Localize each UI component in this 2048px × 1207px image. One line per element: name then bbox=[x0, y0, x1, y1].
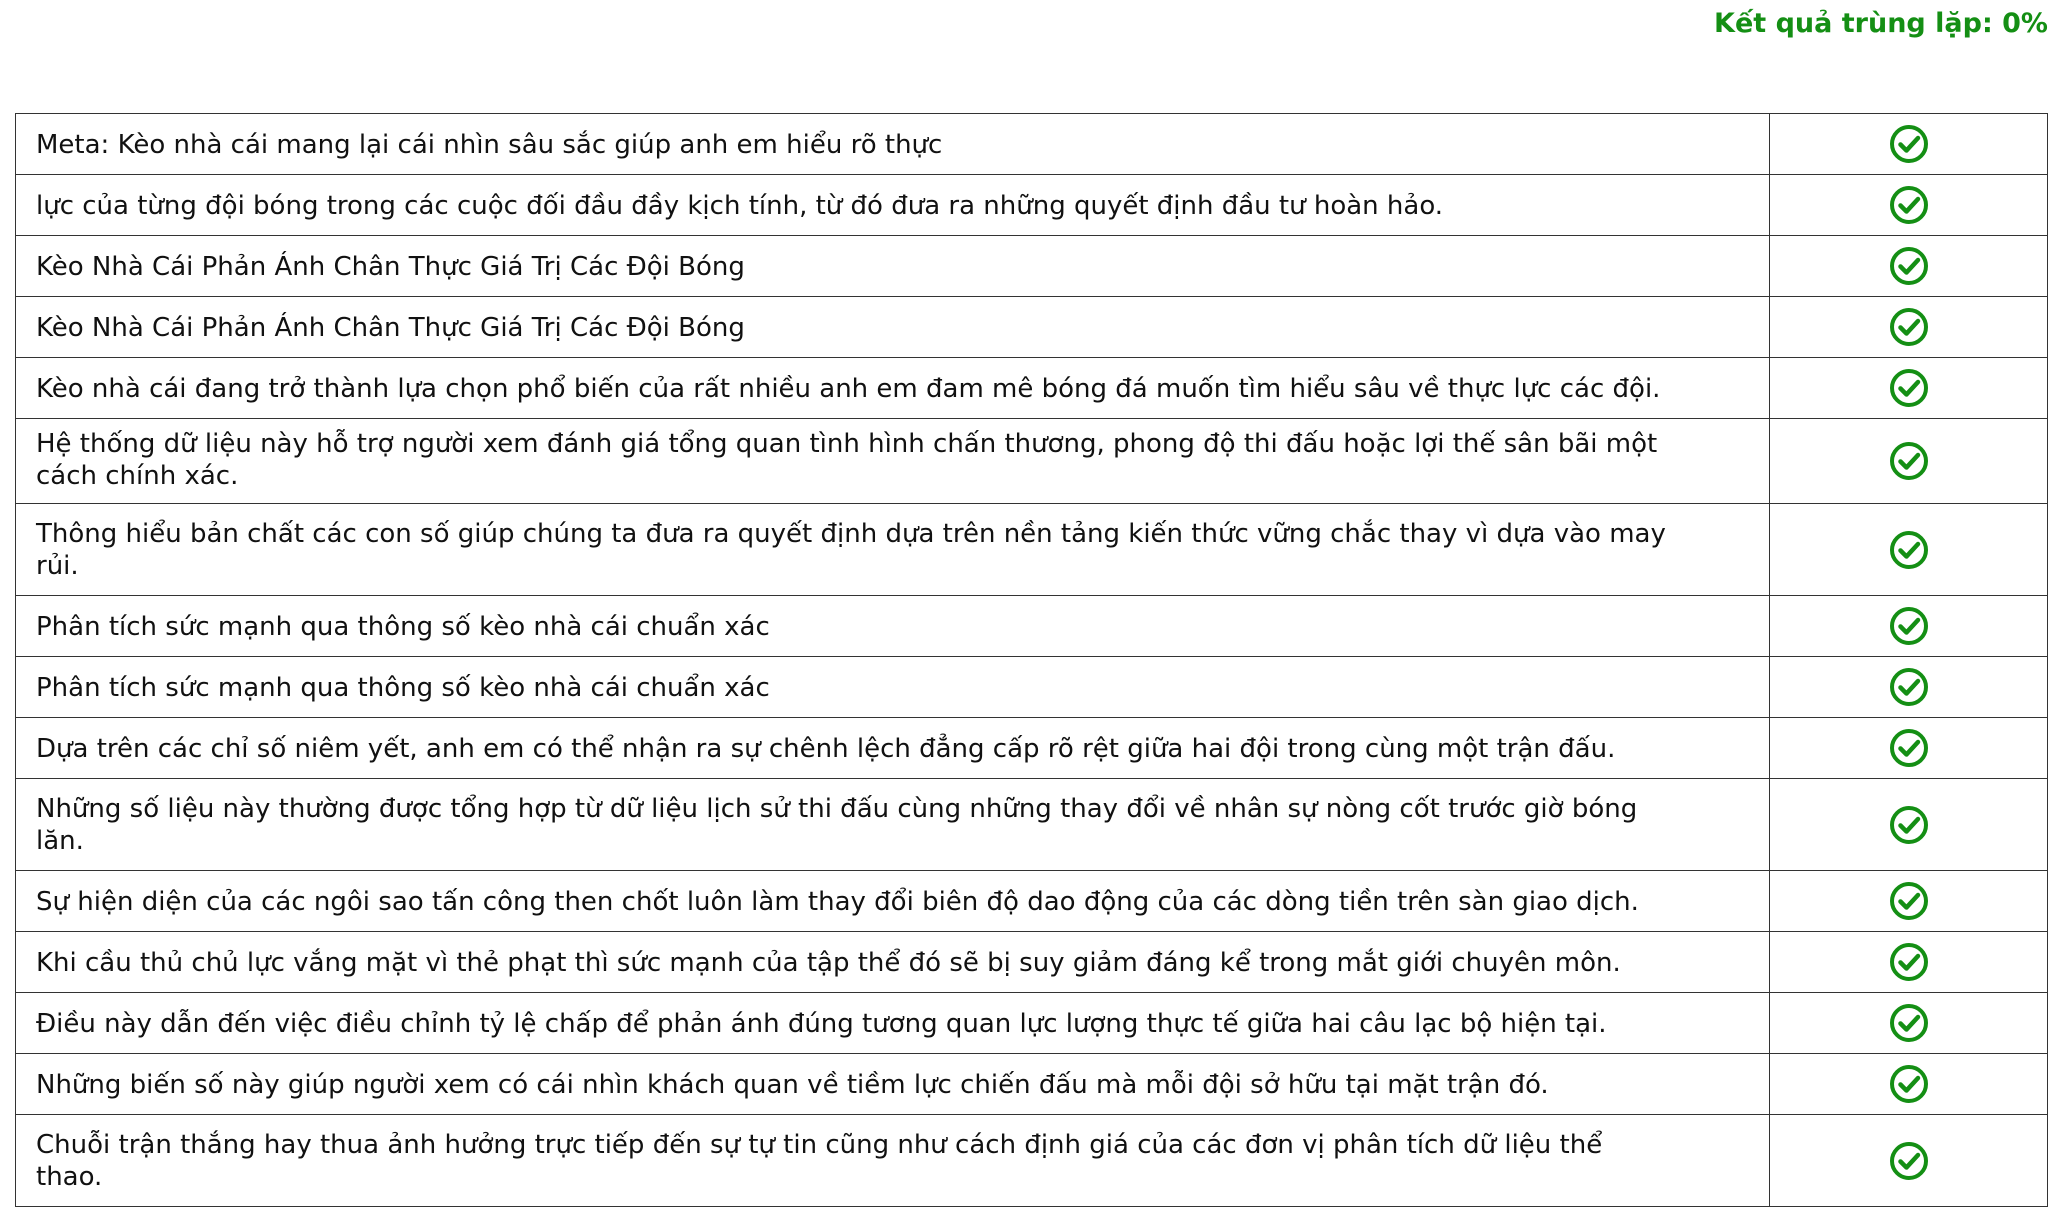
status-cell bbox=[1770, 114, 2048, 175]
table-row bbox=[16, 932, 2048, 993]
check-circle-icon bbox=[1889, 124, 1929, 164]
check-circle-icon bbox=[1889, 728, 1929, 768]
sentence-cell: lực của từng đội bóng trong các cuộc đối đầu đầy kịch tính, từ đó đưa ra những quyết định đầu tư hoàn hảo. bbox=[16, 175, 1770, 236]
sentence-cell: Sự hiện diện của các ngôi sao tấn công then chốt luôn làm thay đổi biên độ dao động của các dòng tiền trên sàn giao dịch. bbox=[16, 871, 1770, 932]
status-cell bbox=[1770, 1054, 2048, 1115]
table-row bbox=[16, 504, 2048, 596]
table-row bbox=[16, 236, 2048, 297]
sentence-cell: Phân tích sức mạnh qua thông số kèo nhà cái chuẩn xác bbox=[16, 596, 1770, 657]
status-cell bbox=[1770, 175, 2048, 236]
table-row bbox=[16, 175, 2048, 236]
status-cell bbox=[1770, 932, 2048, 993]
check-circle-icon bbox=[1889, 1141, 1929, 1181]
table-row bbox=[16, 596, 2048, 657]
status-cell bbox=[1770, 871, 2048, 932]
table-row bbox=[16, 114, 2048, 175]
check-circle-icon bbox=[1889, 530, 1929, 570]
check-circle-icon bbox=[1889, 942, 1929, 982]
result-table bbox=[15, 113, 2048, 1207]
sentence-cell: Meta: Kèo nhà cái mang lại cái nhìn sâu sắc giúp anh em hiểu rõ thực bbox=[16, 114, 1770, 175]
table-row bbox=[16, 993, 2048, 1054]
status-cell bbox=[1770, 1115, 2048, 1207]
status-cell bbox=[1770, 993, 2048, 1054]
table-row bbox=[16, 358, 2048, 419]
table-row bbox=[16, 419, 2048, 504]
sentence-cell: Dựa trên các chỉ số niêm yết, anh em có thể nhận ra sự chênh lệch đẳng cấp rõ rệt giữa hai đội trong cùng một trận đấu. bbox=[16, 718, 1770, 779]
result-table-body bbox=[16, 114, 2048, 1207]
sentence-cell: Kèo Nhà Cái Phản Ánh Chân Thực Giá Trị Các Đội Bóng bbox=[16, 297, 1770, 358]
sentence-cell: Khi cầu thủ chủ lực vắng mặt vì thẻ phạt thì sức mạnh của tập thể đó sẽ bị suy giảm đáng kể trong mắt giới chuyên môn. bbox=[16, 932, 1770, 993]
sentence-cell: Thông hiểu bản chất các con số giúp chúng ta đưa ra quyết định dựa trên nền tảng kiến thức vững chắc thay vì dựa vào may rủi. bbox=[16, 504, 1770, 596]
check-circle-icon bbox=[1889, 441, 1929, 481]
table-row bbox=[16, 718, 2048, 779]
status-cell bbox=[1770, 236, 2048, 297]
status-cell bbox=[1770, 718, 2048, 779]
check-circle-icon bbox=[1889, 307, 1929, 347]
sentence-cell: Những biến số này giúp người xem có cái nhìn khách quan về tiềm lực chiến đấu mà mỗi đội sở hữu tại mặt trận đó. bbox=[16, 1054, 1770, 1115]
status-cell bbox=[1770, 596, 2048, 657]
check-circle-icon bbox=[1889, 606, 1929, 646]
sentence-cell: Chuỗi trận thắng hay thua ảnh hưởng trực tiếp đến sự tự tin cũng như cách định giá của các đơn vị phân tích dữ liệu thể thao. bbox=[16, 1115, 1770, 1207]
check-circle-icon bbox=[1889, 667, 1929, 707]
table-row bbox=[16, 297, 2048, 358]
check-circle-icon bbox=[1889, 185, 1929, 225]
table-row bbox=[16, 1115, 2048, 1207]
check-circle-icon bbox=[1889, 805, 1929, 845]
status-cell bbox=[1770, 657, 2048, 718]
status-cell bbox=[1770, 297, 2048, 358]
sentence-cell: Hệ thống dữ liệu này hỗ trợ người xem đánh giá tổng quan tình hình chấn thương, phong độ thi đấu hoặc lợi thế sân bãi một cách chính xác. bbox=[16, 419, 1770, 504]
table-row bbox=[16, 657, 2048, 718]
status-cell bbox=[1770, 358, 2048, 419]
check-circle-icon bbox=[1889, 881, 1929, 921]
sentence-cell: Phân tích sức mạnh qua thông số kèo nhà cái chuẩn xác bbox=[16, 657, 1770, 718]
table-row bbox=[16, 871, 2048, 932]
sentence-cell: Kèo nhà cái đang trở thành lựa chọn phổ biến của rất nhiều anh em đam mê bóng đá muốn tìm hiểu sâu về thực lực các đội. bbox=[16, 358, 1770, 419]
duplicate-result-label: Kết quả trùng lặp: 0% bbox=[1714, 8, 2048, 39]
check-circle-icon bbox=[1889, 368, 1929, 408]
table-row bbox=[16, 1054, 2048, 1115]
sentence-cell: Những số liệu này thường được tổng hợp từ dữ liệu lịch sử thi đấu cùng những thay đổi về nhân sự nòng cốt trước giờ bóng lăn. bbox=[16, 779, 1770, 871]
sentence-cell: Điều này dẫn đến việc điều chỉnh tỷ lệ chấp để phản ánh đúng tương quan lực lượng thực tế giữa hai câu lạc bộ hiện tại. bbox=[16, 993, 1770, 1054]
sentence-cell: Kèo Nhà Cái Phản Ánh Chân Thực Giá Trị Các Đội Bóng bbox=[16, 236, 1770, 297]
table-row bbox=[16, 779, 2048, 871]
status-cell bbox=[1770, 779, 2048, 871]
check-circle-icon bbox=[1889, 1003, 1929, 1043]
check-circle-icon bbox=[1889, 246, 1929, 286]
check-circle-icon bbox=[1889, 1064, 1929, 1104]
status-cell bbox=[1770, 419, 2048, 504]
status-cell bbox=[1770, 504, 2048, 596]
